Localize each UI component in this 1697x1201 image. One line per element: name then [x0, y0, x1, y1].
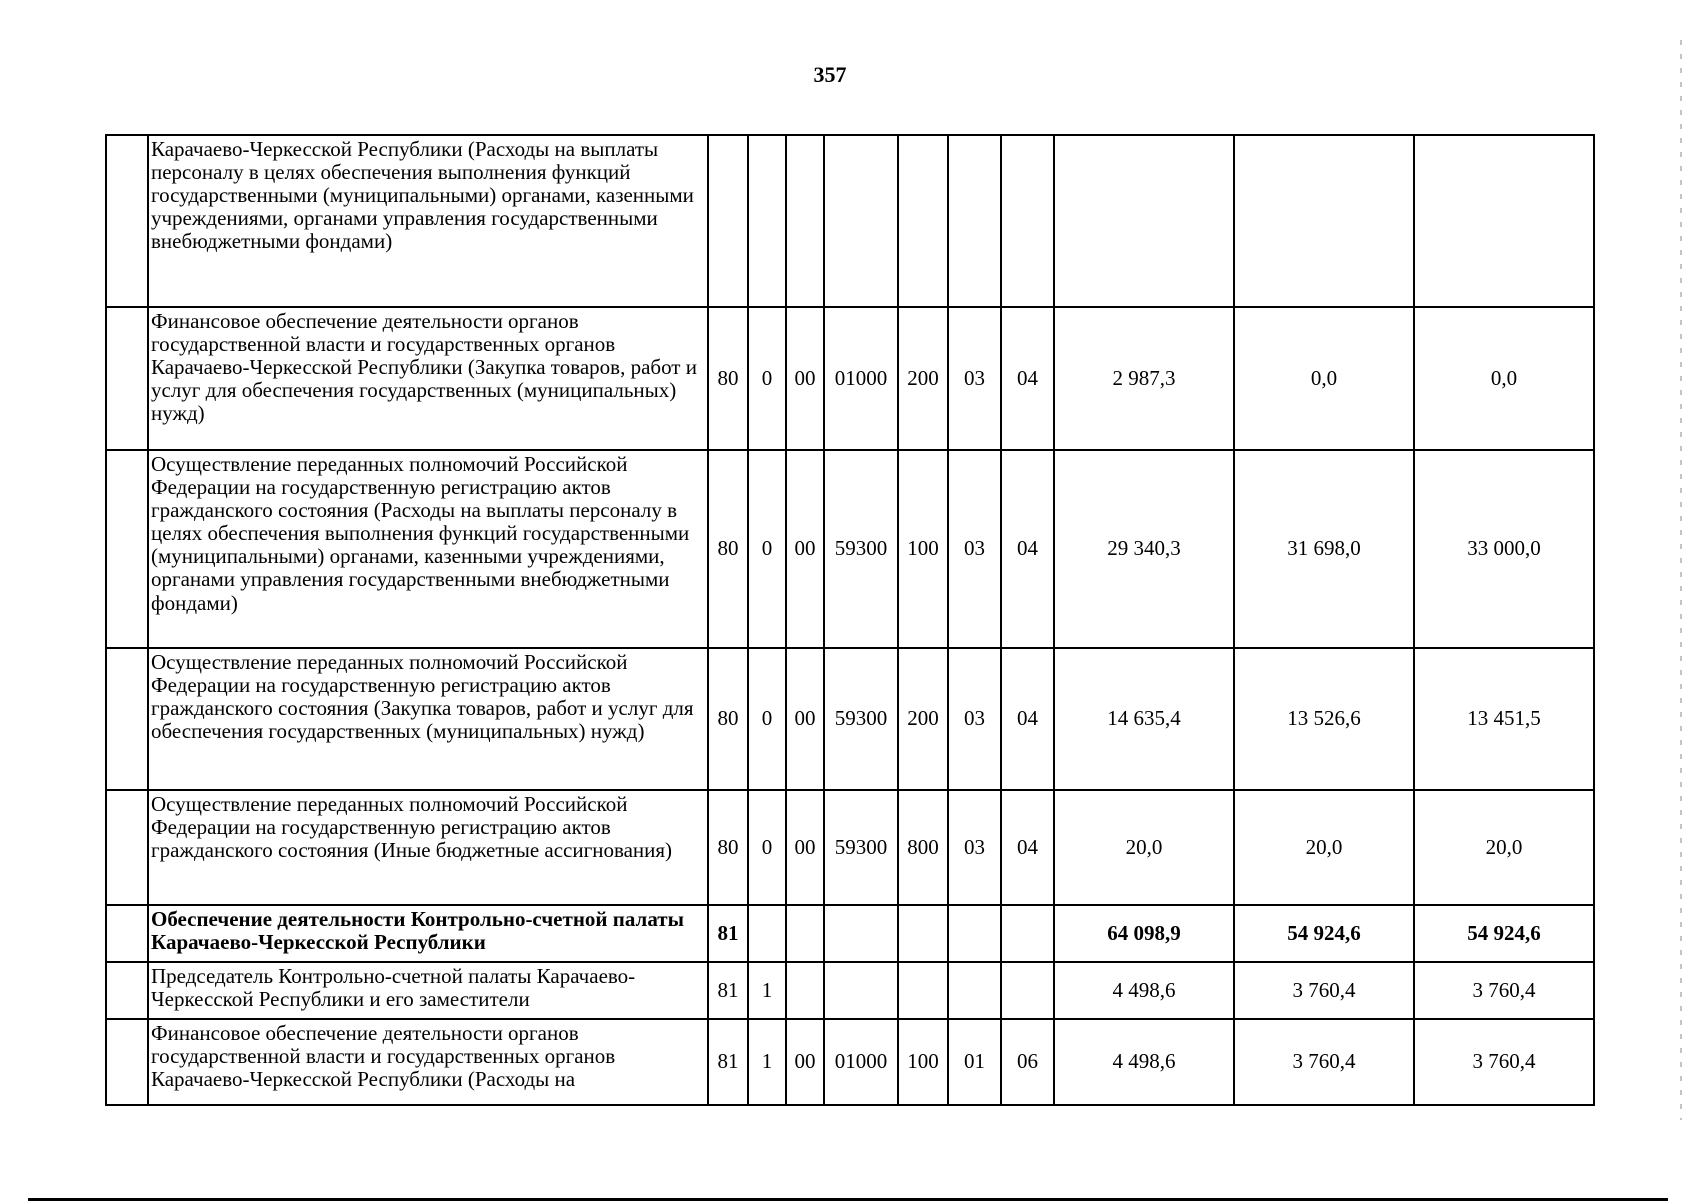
code-section-cell: 81: [708, 905, 748, 962]
code-chapter-cell: 03: [948, 790, 1001, 905]
amount-year-3-cell: 0,0: [1414, 307, 1594, 450]
code-program-cell: [786, 135, 824, 307]
code-subsection-cell: 1: [748, 962, 786, 1019]
code-section-cell: 81: [708, 1019, 748, 1105]
code-expense-type-cell: 800: [898, 790, 948, 905]
code-subchapter-cell: [1001, 905, 1054, 962]
code-chapter-cell: [948, 962, 1001, 1019]
amount-year-2-cell: 13 526,6: [1234, 648, 1414, 790]
amount-year-1-cell: 4 498,6: [1054, 962, 1234, 1019]
code-section-cell: 80: [708, 648, 748, 790]
code-subsection-cell: 0: [748, 648, 786, 790]
scan-edge-mark: [1680, 40, 1682, 1120]
code-program-cell: 00: [786, 790, 824, 905]
table-row: [106, 790, 1594, 905]
row-number-cell: [106, 135, 148, 307]
amount-year-1-cell: 2 987,3: [1054, 307, 1234, 450]
row-number-cell: [106, 905, 148, 962]
code-expense-type-cell: 100: [898, 1019, 948, 1105]
code-chapter-cell: [948, 905, 1001, 962]
table-row: [106, 135, 1594, 307]
amount-year-1-cell: [1054, 135, 1234, 307]
expense-name-cell: Обеспечение деятельности Контрольно-счетной палаты Карачаево-Черкесской Республики: [148, 905, 708, 962]
code-subchapter-cell: [1001, 135, 1054, 307]
row-number-cell: [106, 307, 148, 450]
code-chapter-cell: 01: [948, 1019, 1001, 1105]
code-subsection-cell: 0: [748, 450, 786, 648]
amount-year-3-cell: 20,0: [1414, 790, 1594, 905]
expense-name-cell: Карачаево-Черкесской Республики (Расходы на выплаты персоналу в целях обеспечения выполнения функций государственными (муниципальными) органами, казенными учреждениями, органами управления государственными внебюджетными фондами): [148, 135, 708, 307]
table-row: [106, 450, 1594, 648]
code-section-cell: 80: [708, 790, 748, 905]
code-section-cell: 80: [708, 307, 748, 450]
code-expense-type-cell: [898, 905, 948, 962]
code-subsection-cell: [748, 905, 786, 962]
expense-name-cell: Председатель Контрольно-счетной палаты Карачаево-Черкесской Республики и его заместители: [148, 962, 708, 1019]
code-subchapter-cell: 04: [1001, 790, 1054, 905]
code-program-cell: 00: [786, 307, 824, 450]
code-expense-type-cell: 200: [898, 307, 948, 450]
code-program-cell: [786, 905, 824, 962]
amount-year-2-cell: 3 760,4: [1234, 1019, 1414, 1105]
code-section-cell: 81: [708, 962, 748, 1019]
code-program-cell: 00: [786, 648, 824, 790]
code-subchapter-cell: 04: [1001, 450, 1054, 648]
code-program-cell: 00: [786, 450, 824, 648]
code-expense-type-cell: 200: [898, 648, 948, 790]
page-number: 357: [813, 62, 847, 87]
amount-year-2-cell: 0,0: [1234, 307, 1414, 450]
code-chapter-cell: 03: [948, 648, 1001, 790]
code-subsection-cell: 0: [748, 307, 786, 450]
amount-year-3-cell: [1414, 135, 1594, 307]
row-number-cell: [106, 1019, 148, 1105]
amount-year-3-cell: 3 760,4: [1414, 962, 1594, 1019]
amount-year-2-cell: 31 698,0: [1234, 450, 1414, 648]
code-subsection-cell: 1: [748, 1019, 786, 1105]
code-expense-type-cell: [898, 135, 948, 307]
code-direction-cell: 01000: [824, 307, 898, 450]
table-body: [106, 135, 1594, 1105]
code-section-cell: 80: [708, 450, 748, 648]
code-chapter-cell: 03: [948, 307, 1001, 450]
budget-table: [105, 134, 1595, 1106]
amount-year-3-cell: 54 924,6: [1414, 905, 1594, 962]
table-row: [106, 648, 1594, 790]
expense-name-cell: Финансовое обеспечение деятельности органов государственной власти и государственных органов Карачаево-Черкесской Республики (Расходы на: [148, 1019, 708, 1105]
code-direction-cell: 59300: [824, 648, 898, 790]
code-expense-type-cell: 100: [898, 450, 948, 648]
amount-year-2-cell: 3 760,4: [1234, 962, 1414, 1019]
code-direction-cell: [824, 962, 898, 1019]
code-section-cell: [708, 135, 748, 307]
code-direction-cell: 59300: [824, 790, 898, 905]
code-subchapter-cell: 04: [1001, 648, 1054, 790]
amount-year-1-cell: 14 635,4: [1054, 648, 1234, 790]
expense-name-cell: Финансовое обеспечение деятельности органов государственной власти и государственных органов Карачаево-Черкесской Республики (Закупка товаров, работ и услуг для обеспечения государственных (муниципальных) нужд): [148, 307, 708, 450]
code-expense-type-cell: [898, 962, 948, 1019]
amount-year-1-cell: 4 498,6: [1054, 1019, 1234, 1105]
code-direction-cell: 01000: [824, 1019, 898, 1105]
code-direction-cell: [824, 135, 898, 307]
amount-year-3-cell: 33 000,0: [1414, 450, 1594, 648]
expense-name-cell: Осуществление переданных полномочий Российской Федерации на государственную регистрацию актов гражданского состояния (Иные бюджетные ассигнования): [148, 790, 708, 905]
code-direction-cell: 59300: [824, 450, 898, 648]
table-row: [106, 905, 1594, 962]
amount-year-1-cell: 29 340,3: [1054, 450, 1234, 648]
code-subchapter-cell: 06: [1001, 1019, 1054, 1105]
amount-year-3-cell: 3 760,4: [1414, 1019, 1594, 1105]
code-program-cell: 00: [786, 1019, 824, 1105]
expense-name-cell: Осуществление переданных полномочий Российской Федерации на государственную регистрацию актов гражданского состояния (Расходы на выплаты персоналу в целях обеспечения выполнения функций государственными (муниципальными) органами, казенными учреждениями, органами управления государственными внебюджетными фондами): [148, 450, 708, 648]
code-chapter-cell: [948, 135, 1001, 307]
amount-year-3-cell: 13 451,5: [1414, 648, 1594, 790]
amount-year-2-cell: [1234, 135, 1414, 307]
row-number-cell: [106, 790, 148, 905]
code-subchapter-cell: 04: [1001, 307, 1054, 450]
amount-year-1-cell: 20,0: [1054, 790, 1234, 905]
row-number-cell: [106, 450, 148, 648]
code-program-cell: [786, 962, 824, 1019]
expense-name-cell: Осуществление переданных полномочий Российской Федерации на государственную регистрацию актов гражданского состояния (Закупка товаров, работ и услуг для обеспечения государственных (муниципальных) нужд): [148, 648, 708, 790]
code-subchapter-cell: [1001, 962, 1054, 1019]
table-row: [106, 962, 1594, 1019]
table-row: [106, 307, 1594, 450]
code-subsection-cell: 0: [748, 790, 786, 905]
code-subsection-cell: [748, 135, 786, 307]
amount-year-1-cell: 64 098,9: [1054, 905, 1234, 962]
row-number-cell: [106, 648, 148, 790]
amount-year-2-cell: 20,0: [1234, 790, 1414, 905]
amount-year-2-cell: 54 924,6: [1234, 905, 1414, 962]
code-direction-cell: [824, 905, 898, 962]
row-number-cell: [106, 962, 148, 1019]
code-chapter-cell: 03: [948, 450, 1001, 648]
table-row: [106, 1019, 1594, 1105]
